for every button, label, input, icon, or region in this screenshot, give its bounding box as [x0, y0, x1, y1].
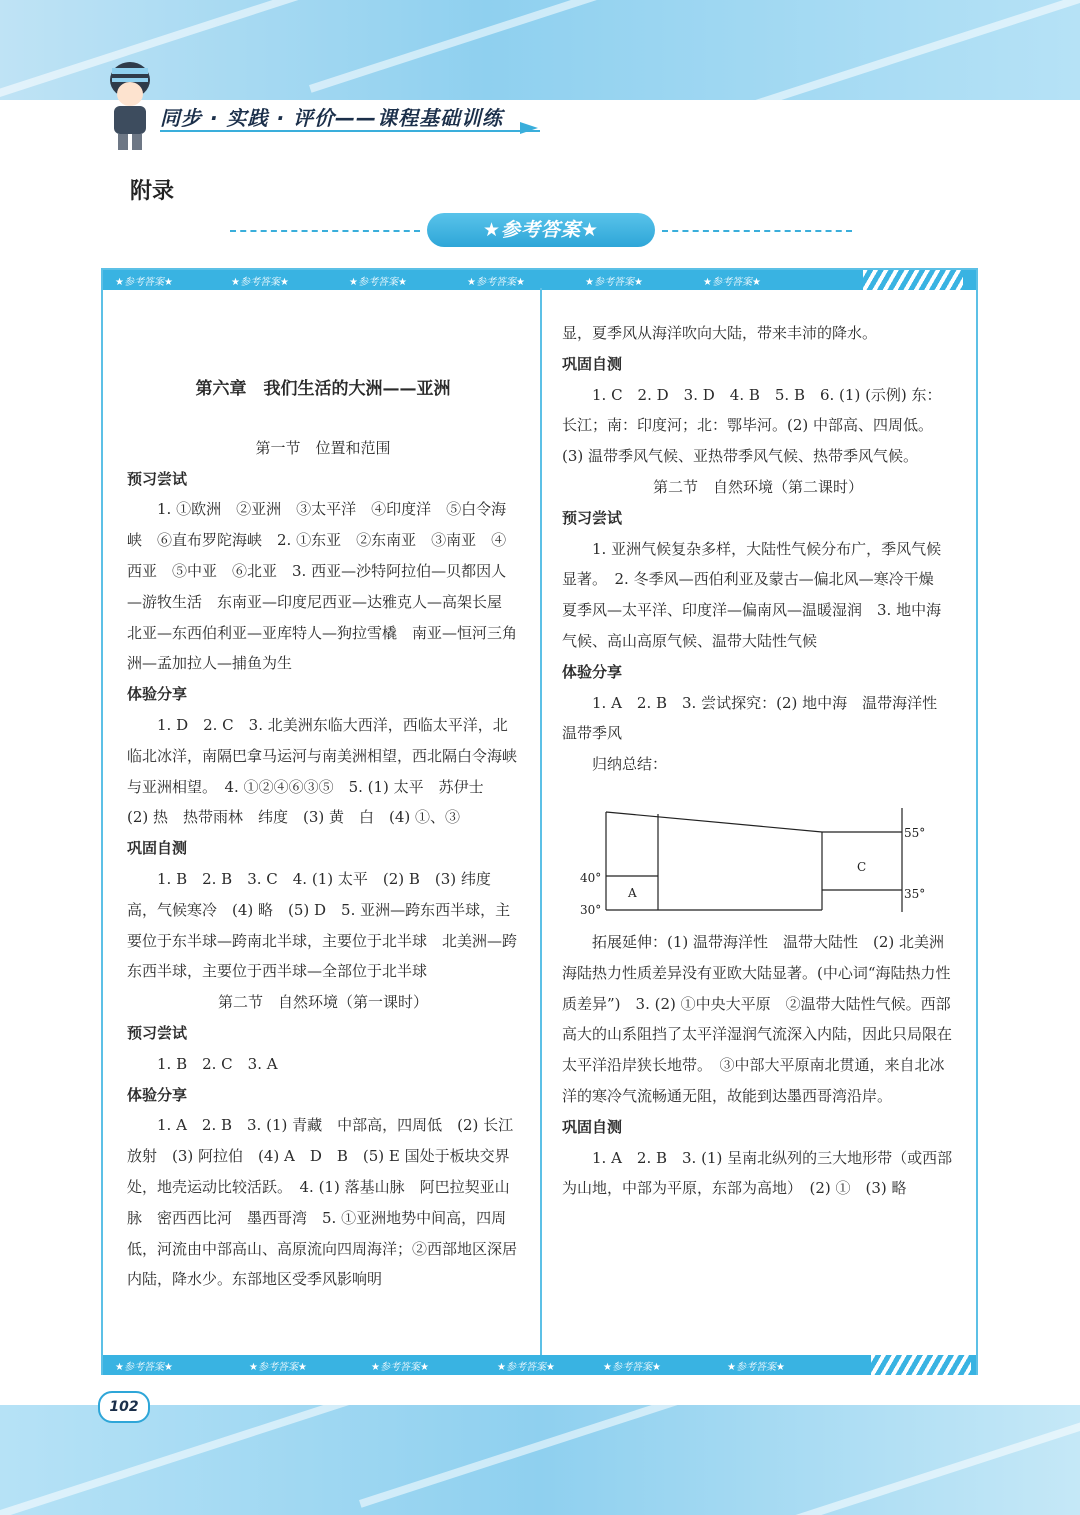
answer-text: 1. A 2. B 3. 尝试探究：(2) 地中海 温带海洋性 温带季风 — [562, 693, 953, 743]
mascot-icon — [100, 58, 160, 156]
frame-tag: ★参考答案★ — [467, 277, 525, 288]
right-column-top — [562, 318, 954, 780]
answer-section: 第二节 自然环境（第一课时） — [217, 993, 428, 1012]
answer-text: 1. B 2. C 3. A — [127, 1054, 278, 1073]
answer-key-badge: ★参考答案★ — [427, 213, 655, 247]
answer-text: 归纳总结： — [562, 755, 668, 774]
answer-heading: 预习尝试 — [562, 508, 623, 527]
frame-tag: ★参考答案★ — [703, 277, 761, 288]
answer-heading: 体验分享 — [127, 1085, 188, 1104]
frame-tag: ★参考答案★ — [371, 1362, 429, 1373]
frame-tag: ★参考答案★ — [603, 1362, 661, 1373]
answer-heading: 巩固自测 — [562, 354, 623, 373]
answer-heading: 预习尝试 — [127, 469, 188, 488]
answer-text: 1. ①欧洲 ②亚洲 ③太平洋 ④印度洋 ⑤白令海峡 ⑥直布罗陀海峡 2. ①东亚 ②东南亚 ③南亚 ④西亚 ⑤中亚 ⑥北亚 3. 西亚—沙特阿拉伯—贝都因人—游牧生活 东南亚—印度尼西亚—达雅克人—高架长屋 北亚—东西伯利亚—亚库特人—狗拉雪橇 南亚—恒河三角洲—孟加拉人—捕鱼为生 — [127, 500, 518, 673]
latitude-label: 55° — [904, 826, 926, 840]
answer-chapter: 第六章 我们生活的大洲——亚洲 — [195, 379, 451, 399]
hatch-decoration — [863, 270, 963, 290]
appendix-heading: 附录 — [130, 179, 175, 204]
answer-text: 1. B 2. B 3. C 4. (1) 太平 (2) B (3) 纬度高，气候寒冷 (4) 略 (5) D 5. 亚洲—跨东西半球，主要位于东半球—跨南北半球，主要位于北半球 北美洲—跨东西半球，主要位于西半球—全部位于北半球 — [127, 869, 518, 981]
answer-text: 1. 亚洲气候复杂多样，大陆性气候分布广，季风气候显著。 2. 冬季风—西伯利亚及蒙古—偏北风—寒冷干燥 夏季风—太平洋、印度洋—偏南风—温暖湿润 3. 地中海气候、高山高原气候、温带大陆性气候 — [562, 539, 949, 650]
right-column-bottom — [562, 927, 954, 1204]
answer-text: 显，夏季风从海洋吹向大陆，带来丰沛的降水。 — [562, 324, 878, 342]
latitude-label: 30° — [580, 903, 602, 917]
answer-heading: 体验分享 — [127, 685, 188, 704]
answer-section: 第二节 自然环境（第二课时） — [652, 477, 863, 496]
answer-text: 1. A 2. B 3. (1) 呈南北纵列的三大地形带（或西部为山地，中部为平原，东部为高地） (2) ① (3) 略 — [562, 1148, 953, 1198]
frame-tag: ★参考答案★ — [727, 1362, 785, 1373]
series-title: 同步 · 实践 · 评价——课程基础训练 — [160, 106, 504, 130]
region-a-label: A — [628, 886, 637, 900]
answer-text: 1. A 2. B 3. (1) 青藏 中部高，四周低 (2) 长江 放射 (3) 阿拉伯 (4) A D B (5) E 国处于板块交界处，地壳运动比较活跃。 4. (1) 落基山脉 阿巴拉契亚山脉 密西西比河 墨西哥湾 5. ①亚洲地势中间高，四周低，河流由中部高山、高原流向四周海洋；②西部地区深居内陆，降水少。东部地区受季风影响明 — [127, 1116, 529, 1289]
hatch-decoration — [871, 1355, 971, 1375]
answer-heading: 巩固自测 — [127, 839, 188, 858]
frame-tag: ★参考答案★ — [585, 277, 643, 288]
latitude-label: 35° — [904, 887, 926, 901]
answer-text: 1. D 2. C 3. 北美洲东临大西洋，西临太平洋，北临北冰洋，南隔巴拿马运河与南美洲相望，西北隔白令海峡与亚洲相望。 4. ①②④⑥③⑤ 5. (1) 太平 苏伊士 (2) 热 热带雨林 纬度 (3) 黄 白 (4) ①、③ — [127, 715, 518, 827]
title-underline — [160, 130, 540, 132]
answer-section: 第一节 位置和范围 — [255, 438, 391, 457]
bottom-banner — [0, 1405, 1080, 1515]
answer-text: 1. C 2. D 3. D 4. B 5. B 6. (1) (示例) 东：长江；南：印度河；北：鄂毕河。(2) 中部高、四周低。(3) 温带季风气候、亚热带季风气候、热带季风气候。 — [562, 385, 942, 466]
answer-heading: 体验分享 — [562, 662, 623, 681]
frame-bottom-bar — [103, 1355, 976, 1375]
left-column — [127, 374, 529, 1295]
climate-diagram — [572, 800, 942, 925]
column-divider — [540, 288, 542, 1355]
frame-tag: ★参考答案★ — [497, 1362, 555, 1373]
frame-top-bar — [103, 270, 976, 290]
dashed-rule-right — [662, 230, 852, 232]
answer-text: 拓展延伸：(1) 温带海洋性 温带大陆性 (2) 北美洲海陆热力性质差异没有亚欧大陆显著。(中心词“海陆热力性质差异”) 3. (2) ①中央大平原 ②温带大陆性气候。西部高大的山系阻挡了太平洋湿润气流深入内陆，因此只局限在太平洋沿岸狭长地带。 ③中部大平原南北贯通，来自北冰洋的寒冷气流畅通无阻，故能到达墨西哥湾沿岸。 — [562, 933, 953, 1105]
top-banner — [0, 0, 1080, 100]
frame-tag: ★参考答案★ — [115, 1362, 173, 1373]
frame-tag: ★参考答案★ — [349, 277, 407, 288]
answer-heading: 巩固自测 — [562, 1117, 623, 1136]
dashed-rule-left — [230, 230, 420, 232]
region-c-label: C — [857, 860, 867, 874]
page-number: 102 — [98, 1391, 150, 1423]
arrow-icon — [520, 122, 538, 134]
answer-heading: 预习尝试 — [127, 1023, 188, 1042]
latitude-label: 40° — [580, 871, 602, 885]
frame-tag: ★参考答案★ — [249, 1362, 307, 1373]
frame-tag: ★参考答案★ — [231, 277, 289, 288]
frame-tag: ★参考答案★ — [115, 277, 173, 288]
